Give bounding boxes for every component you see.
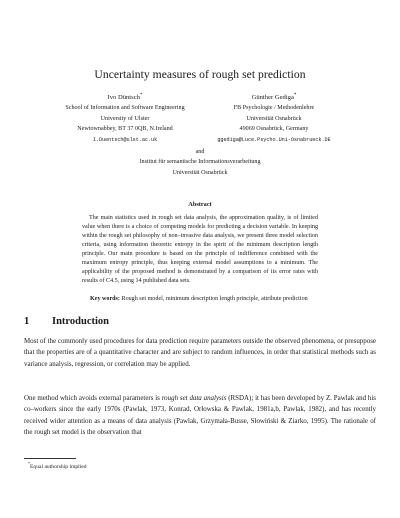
- footnote-rule: [24, 458, 76, 459]
- keywords-text: Rough set model, minimum description length principle, attribute prediction: [121, 296, 308, 302]
- joint-affiliation: [0, 147, 400, 178]
- abstract-heading: Abstract: [188, 201, 212, 208]
- author-name: Günther Gediga*: [251, 92, 297, 102]
- footnote: [28, 461, 87, 470]
- author-email[interactable]: I.Duentsch@ulst.ac.uk: [92, 136, 158, 143]
- abstract-text: The main statistics used in rough set data analysis, the approximation quality, is of limited value when there is a choice of competing models for predicting a decision variable. In keeping within the rough set philosophy of non–invasive data analysis, we present three model selection criteria, using information theoretic entropy in the spirit of the minimum description length principle. Our main procedure is based on the principle of indifference combined with the maximum entropy principle, thus keeping external model assumptions to a minimum. The applicability of the proposed method is demonstrated by a comparison of its error rates with results of C4.5, using 14 published data sets.: [82, 215, 318, 285]
- author-affiliation-line: 49069 Osnabrück, Germany: [239, 126, 309, 133]
- keywords-label: Key words:: [90, 296, 120, 302]
- joint-affiliation-institute: Institut für semantische Informationsverarbeitung: [139, 159, 261, 166]
- body-paragraph-1: Most of the commonly used procedures for data prediction require parameters outside the observed phenomena, or presuppose that the properties are of a quantitative character and are subject to random influences, in order that statistical methods such as variance analysis, regression, or correlation may be applied.: [24, 337, 376, 368]
- footnote-text: Equal authorship implied: [30, 463, 87, 470]
- section-heading: [24, 316, 109, 327]
- section-number: 1: [24, 316, 30, 327]
- footnote-marker: *: [28, 461, 30, 466]
- joint-affiliation-university: Universität Osnabrück: [172, 169, 228, 176]
- author-block-duentsch: [50, 90, 200, 145]
- author-name: Ivo Düntsch*: [107, 92, 143, 102]
- emphasis-rsda: rough set data analysis: [161, 394, 227, 402]
- keywords: [90, 296, 330, 302]
- section-title: Introduction: [52, 316, 109, 327]
- author-affiliation-line: Universität Osnabrück: [246, 115, 302, 122]
- body-paragraph-2: One method which avoids external parameters is rough set data analysis (RSDA); it has been developed by Z. Pawlak and his co–workers since the early 1970s (Pawlak, 1973, Konrad, Orłowska & Pawlak, 1981a,b, Pawlak, 1982), and has recently received wider attention as a means of data analysis (Pawlak, Grzymała-Busse, Słowiński & Ziarko, 1995). The rationale of the rough set model is the observation that: [24, 394, 376, 436]
- paper-title: Uncertainty measures of rough set prediction: [94, 68, 306, 81]
- author-block-gediga: [198, 90, 350, 145]
- joint-affiliation-and: and: [195, 149, 205, 155]
- author-email[interactable]: ggediga@Luce.Psycho.Uni-Osnabrueck.DE: [217, 136, 331, 143]
- author-affiliation-line: FB Psychologie / Methodenlehre: [233, 105, 315, 112]
- author-affiliation-line: Newtownabbey, BT 37 0QB, N.Ireland: [77, 126, 173, 133]
- author-affiliation-line: University of Ulster: [100, 115, 150, 122]
- author-affiliation-line: School of Information and Software Engineering: [65, 105, 185, 112]
